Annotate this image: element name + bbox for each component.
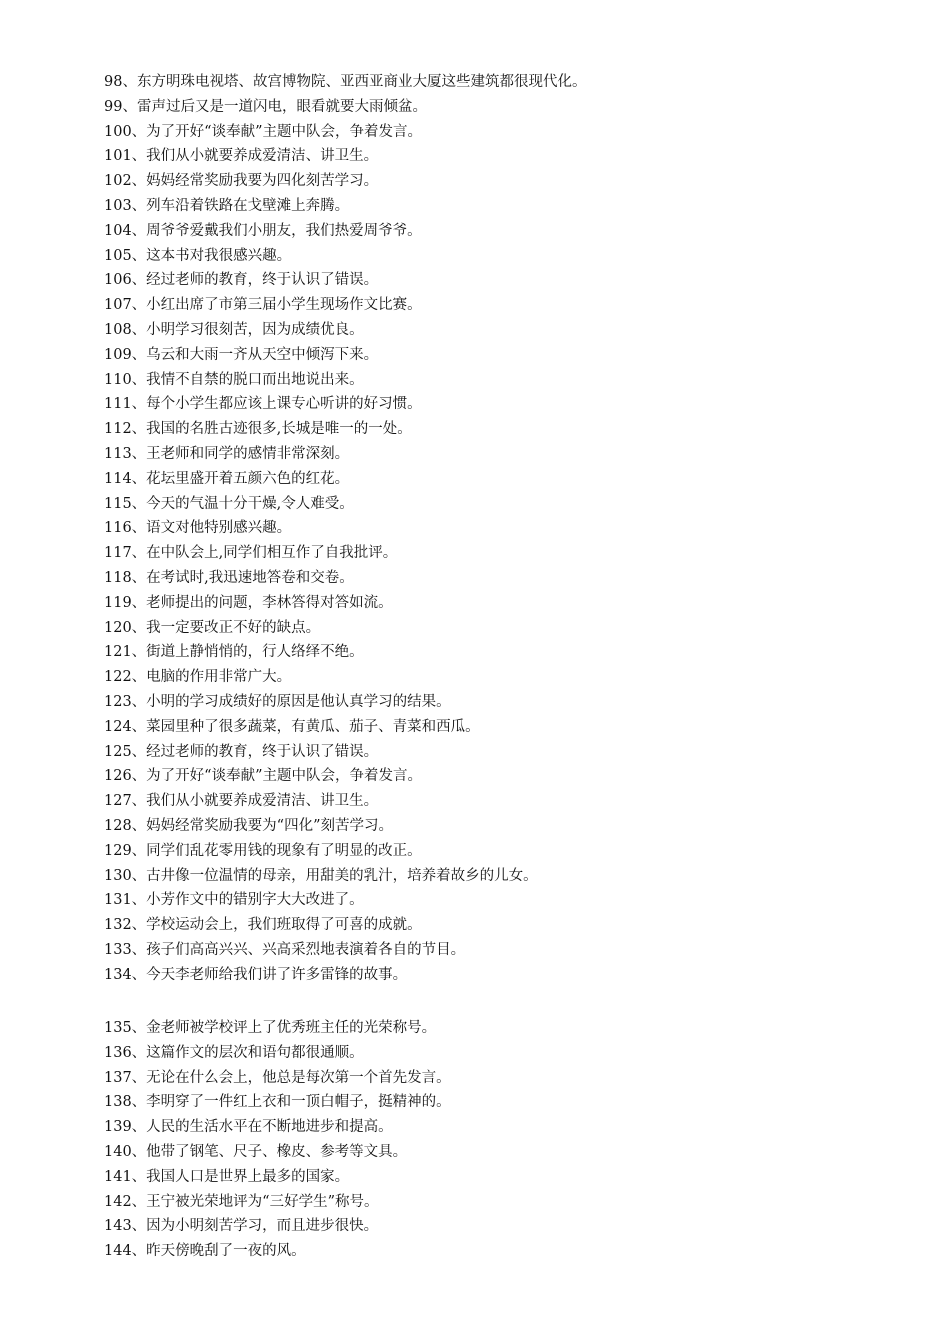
sentence-line: 127、我们从小就要养成爱清洁、讲卫生。 bbox=[104, 793, 379, 810]
sentence-line: 143、因为小明刻苦学习，而且进步很快。 bbox=[104, 1218, 379, 1235]
sentence-line: 140、他带了钢笔、尺子、橡皮、参考等文具。 bbox=[104, 1143, 408, 1160]
sentence-line: 139、人民的生活水平在不断地进步和提高。 bbox=[104, 1119, 393, 1136]
sentence-line: 112、我国的名胜古迹很多,长城是唯一的一处。 bbox=[104, 421, 412, 438]
sentence-line: 138、李明穿了一件红上衣和一顶白帽子，挺精神的。 bbox=[104, 1094, 451, 1111]
sentence-line: 131、小芳作文中的错别字大大改进了。 bbox=[104, 892, 364, 909]
sentence-line: 98、东方明珠电视塔、故宫博物院、亚西亚商业大厦这些建筑都很现代化。 bbox=[104, 74, 587, 90]
sentence-line: 123、小明的学习成绩好的原因是他认真学习的结果。 bbox=[104, 693, 451, 710]
sentence-line: 116、语文对他特别感兴趣。 bbox=[104, 520, 292, 537]
sentence-line: 110、我情不自禁的脱口而出地说出来。 bbox=[104, 371, 364, 388]
sentence-line: 118、在考试时,我迅速地答卷和交卷。 bbox=[104, 569, 354, 586]
sentence-list-part2 bbox=[104, 1016, 904, 1264]
sentence-line: 107、小红出席了市第三届小学生现场作文比赛。 bbox=[104, 297, 422, 314]
sentence-line: 130、古井像一位温情的母亲，用甜美的乳汁，培养着故乡的儿女。 bbox=[104, 867, 538, 884]
sentence-line: 105、这本书对我很感兴趣。 bbox=[104, 247, 292, 264]
sentence-line: 135、金老师被学校评上了优秀班主任的光荣称号。 bbox=[104, 1020, 437, 1036]
sentence-line: 142、王宁被光荣地评为“三好学生”称号。 bbox=[104, 1193, 379, 1210]
sentence-line: 129、同学们乱花零用钱的现象有了明显的改正。 bbox=[104, 842, 422, 859]
sentence-line: 104、周爷爷爱戴我们小朋友，我们热爱周爷爷。 bbox=[104, 222, 422, 239]
sentence-line: 128、妈妈经常奖励我要为“四化”刻苦学习。 bbox=[104, 817, 394, 834]
sentence-line: 122、电脑的作用非常广大。 bbox=[104, 669, 292, 686]
sentence-line: 141、我国人口是世界上最多的国家。 bbox=[104, 1168, 350, 1185]
sentence-line: 119、老师提出的问题，李林答得对答如流。 bbox=[104, 594, 393, 611]
sentence-line: 113、王老师和同学的感情非常深刻。 bbox=[104, 445, 350, 462]
sentence-line: 103、列车沿着铁路在戈壁滩上奔腾。 bbox=[104, 197, 350, 214]
sentence-line: 99、雷声过后又是一道闪电，眼看就要大雨倾盆。 bbox=[104, 98, 427, 115]
sentence-line: 115、今天的气温十分干燥,令人难受。 bbox=[104, 495, 354, 512]
sentence-line: 137、无论在什么会上，他总是每次第一个首先发言。 bbox=[104, 1069, 451, 1086]
sentence-line: 134、今天李老师给我们讲了许多雷锋的故事。 bbox=[104, 966, 408, 983]
sentence-line: 106、经过老师的教育，终于认识了错误。 bbox=[104, 272, 379, 289]
sentence-line: 121、街道上静悄悄的，行人络绎不绝。 bbox=[104, 644, 364, 661]
sentence-line: 132、学校运动会上，我们班取得了可喜的成就。 bbox=[104, 917, 422, 934]
sentence-line: 125、经过老师的教育，终于认识了错误。 bbox=[104, 743, 379, 760]
sentence-list-part1 bbox=[104, 70, 904, 987]
sentence-line: 133、孩子们高高兴兴、兴高采烈地表演着各自的节目。 bbox=[104, 941, 466, 958]
sentence-line: 120、我一定要改正不好的缺点。 bbox=[104, 619, 321, 636]
sentence-line: 109、乌云和大雨一齐从天空中倾泻下来。 bbox=[104, 346, 379, 363]
sentence-line: 126、为了开好“谈奉献”主题中队会，争着发言。 bbox=[104, 768, 422, 785]
sentence-line: 111、每个小学生都应该上课专心听讲的好习惯。 bbox=[104, 396, 422, 413]
sentence-line: 124、菜园里种了很多蔬菜，有黄瓜、茄子、青菜和西瓜。 bbox=[104, 718, 480, 735]
sentence-line: 102、妈妈经常奖励我要为四化刻苦学习。 bbox=[104, 173, 379, 190]
sentence-line: 114、花坛里盛开着五颜六色的红花。 bbox=[104, 470, 350, 487]
sentence-line: 101、我们从小就要养成爱清洁、讲卫生。 bbox=[104, 148, 379, 165]
sentence-line: 144、昨天傍晚刮了一夜的风。 bbox=[104, 1243, 306, 1260]
sentence-line: 100、为了开好“谈奉献”主题中队会，争着发言。 bbox=[104, 123, 422, 140]
sentence-line: 136、这篇作文的层次和语句都很通顺。 bbox=[104, 1044, 364, 1061]
sentence-line: 117、在中队会上,同学们相互作了自我批评。 bbox=[104, 545, 398, 562]
sentence-line: 108、小明学习很刻苦，因为成绩优良。 bbox=[104, 321, 364, 338]
